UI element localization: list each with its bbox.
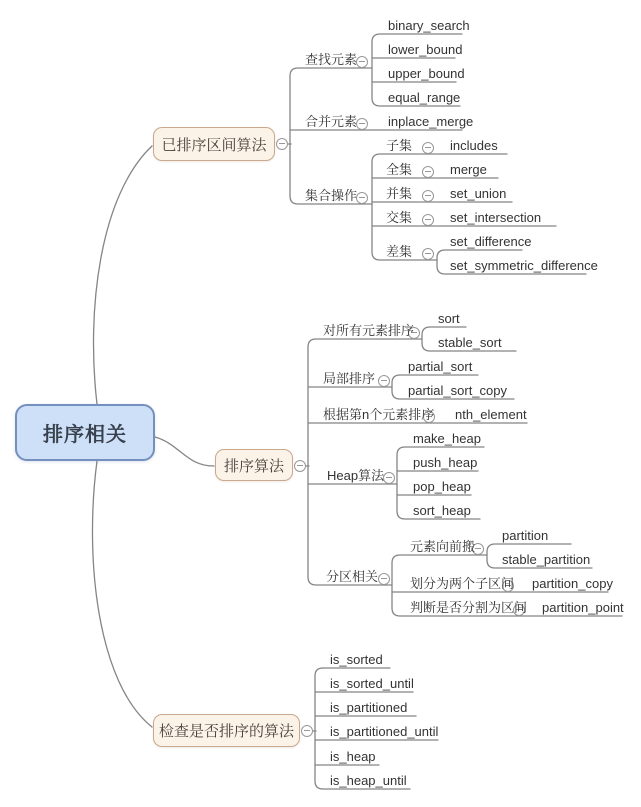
node-sort[interactable]: sort bbox=[438, 311, 460, 326]
collapse-icon[interactable] bbox=[422, 142, 434, 154]
node-split-two-subranges[interactable]: 划分为两个子区间 bbox=[410, 576, 515, 591]
node-upper-bound[interactable]: upper_bound bbox=[388, 66, 465, 81]
node-find-elements[interactable]: 查找元素 bbox=[305, 52, 358, 67]
node-intersection[interactable]: 交集 bbox=[386, 210, 413, 225]
node-push-heap[interactable]: push_heap bbox=[413, 455, 478, 470]
collapse-icon[interactable] bbox=[356, 118, 368, 130]
node-subset[interactable]: 子集 bbox=[386, 138, 413, 153]
node-inplace-merge[interactable]: inplace_merge bbox=[388, 114, 474, 129]
node-difference[interactable]: 差集 bbox=[386, 244, 413, 259]
root-node[interactable]: 排序相关 bbox=[15, 404, 155, 461]
collapse-icon[interactable] bbox=[294, 460, 306, 472]
node-is-heap[interactable]: is_heap bbox=[330, 749, 376, 764]
node-partial-sort[interactable]: partial_sort bbox=[408, 359, 473, 374]
collapse-icon[interactable] bbox=[276, 138, 288, 150]
node-sort-heap[interactable]: sort_heap bbox=[413, 503, 471, 518]
node-nth-element[interactable]: nth_element bbox=[455, 407, 527, 422]
collapse-icon[interactable] bbox=[301, 725, 313, 737]
node-make-heap[interactable]: make_heap bbox=[413, 431, 481, 446]
collapse-icon[interactable] bbox=[378, 375, 390, 387]
collapse-icon[interactable] bbox=[422, 248, 434, 260]
node-pop-heap[interactable]: pop_heap bbox=[413, 479, 471, 494]
collapse-icon[interactable] bbox=[422, 166, 434, 178]
node-set-intersection[interactable]: set_intersection bbox=[450, 210, 542, 225]
collapse-icon[interactable] bbox=[378, 573, 390, 585]
node-is-sorted[interactable]: is_sorted bbox=[330, 652, 383, 667]
node-equal-range[interactable]: equal_range bbox=[388, 90, 461, 105]
node-union[interactable]: 并集 bbox=[386, 186, 413, 201]
node-partial-sorting[interactable]: 局部排序 bbox=[323, 371, 376, 386]
node-set-symmetric-difference[interactable]: set_symmetric_difference bbox=[450, 258, 598, 273]
node-check-split-range[interactable]: 判断是否分割为区间 bbox=[410, 600, 528, 615]
node-partition-point[interactable]: partition_point bbox=[542, 600, 624, 615]
node-stable-partition[interactable]: stable_partition bbox=[502, 552, 591, 567]
collapse-icon[interactable] bbox=[422, 214, 434, 226]
node-partition-related[interactable]: 分区相关 bbox=[326, 569, 379, 584]
node-includes[interactable]: includes bbox=[450, 138, 498, 153]
collapse-icon[interactable] bbox=[383, 472, 395, 484]
collapse-icon[interactable] bbox=[422, 190, 434, 202]
branch-node-check-sorted[interactable]: 检查是否排序的算法 bbox=[153, 714, 300, 747]
branch-node-sorted-range[interactable]: 已排序区间算法 bbox=[153, 127, 275, 161]
node-lower-bound[interactable]: lower_bound bbox=[388, 42, 463, 57]
node-binary-search[interactable]: binary_search bbox=[388, 18, 470, 33]
node-heap-algorithms[interactable]: Heap算法 bbox=[327, 468, 385, 483]
node-is-partitioned[interactable]: is_partitioned bbox=[330, 700, 408, 715]
branch-node-sorting[interactable]: 排序算法 bbox=[215, 449, 293, 481]
node-partial-sort-copy[interactable]: partial_sort_copy bbox=[408, 383, 507, 398]
node-merge[interactable]: merge bbox=[450, 162, 487, 177]
collapse-icon[interactable] bbox=[356, 192, 368, 204]
node-is-sorted-until[interactable]: is_sorted_until bbox=[330, 676, 414, 691]
node-sort-all-elements[interactable]: 对所有元素排序 bbox=[323, 323, 415, 338]
node-set-operations[interactable]: 集合操作 bbox=[305, 188, 358, 203]
node-sort-by-nth[interactable]: 根据第n个元素排序 bbox=[323, 407, 435, 422]
node-merge-elements[interactable]: 合并元素 bbox=[305, 114, 358, 129]
node-is-heap-until[interactable]: is_heap_until bbox=[330, 773, 407, 788]
node-move-elements-front[interactable]: 元素向前搬 bbox=[410, 539, 476, 554]
collapse-icon[interactable] bbox=[356, 56, 368, 68]
node-stable-sort[interactable]: stable_sort bbox=[438, 335, 502, 350]
node-full-set[interactable]: 全集 bbox=[386, 162, 413, 177]
node-partition-copy[interactable]: partition_copy bbox=[532, 576, 613, 591]
node-partition[interactable]: partition bbox=[502, 528, 549, 543]
node-set-union[interactable]: set_union bbox=[450, 186, 507, 201]
node-set-difference[interactable]: set_difference bbox=[450, 234, 532, 249]
node-is-partitioned-until[interactable]: is_partitioned_until bbox=[330, 724, 439, 739]
